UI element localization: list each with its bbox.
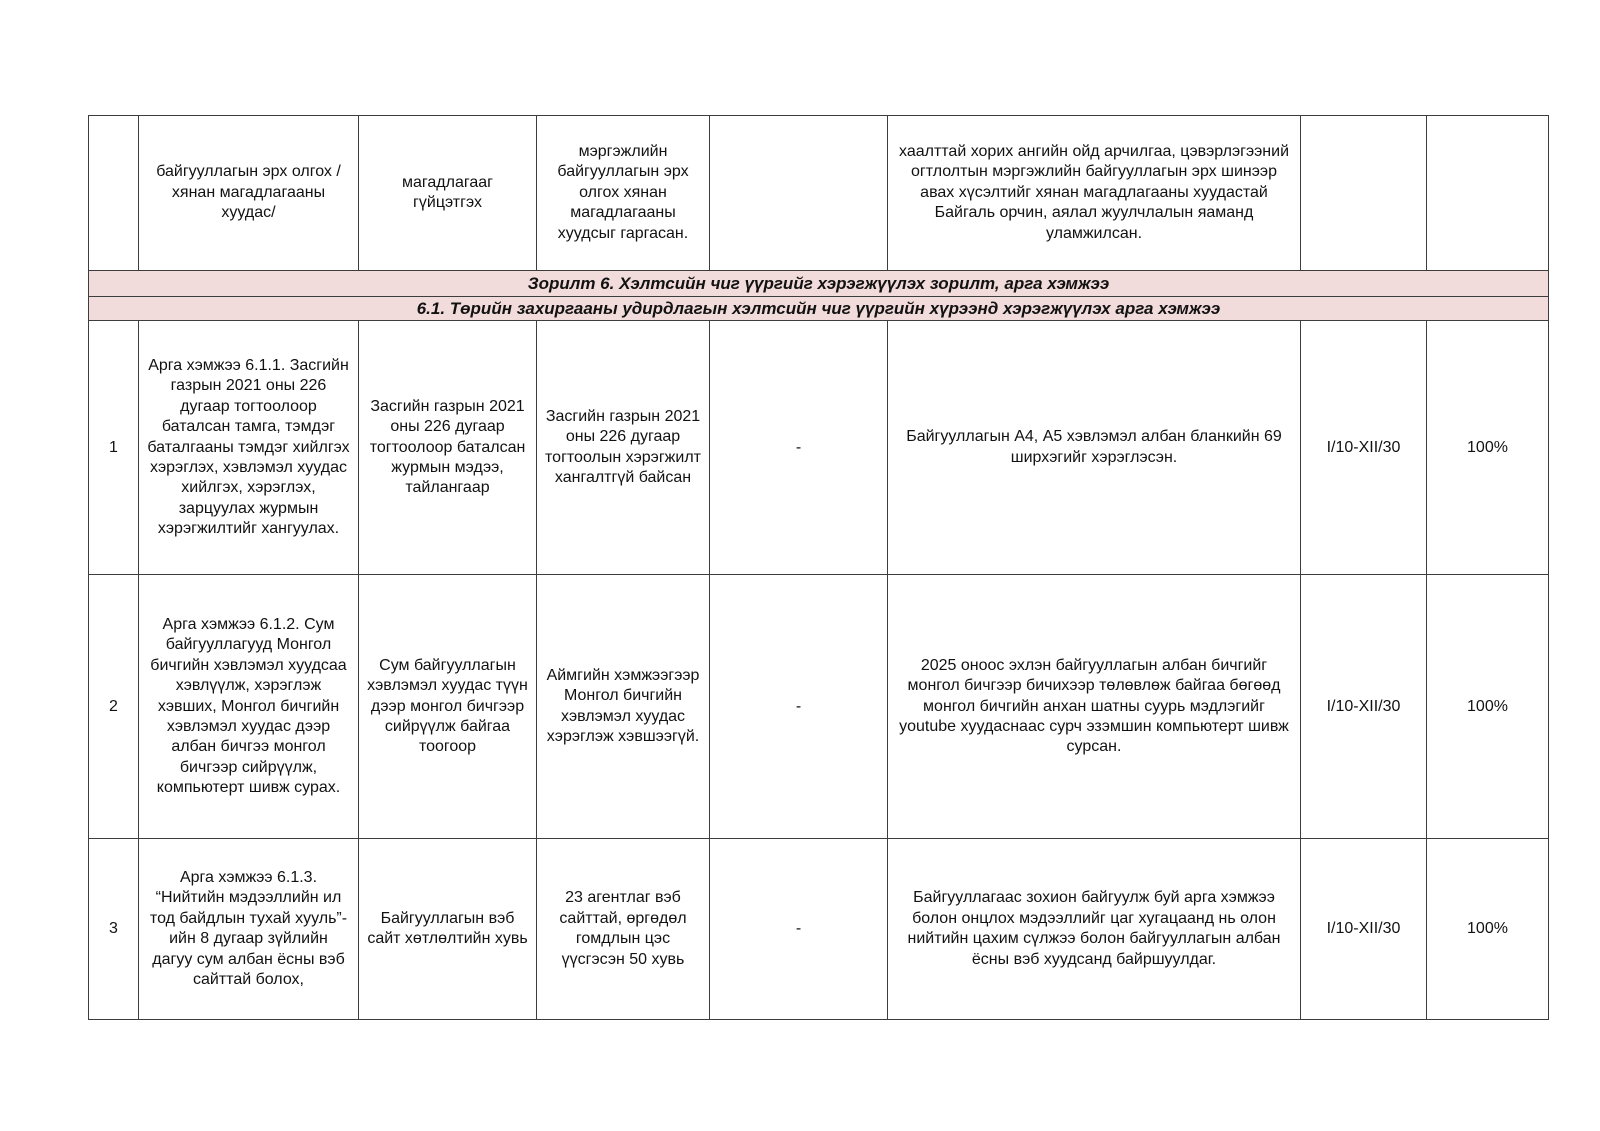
table-row-carryover <box>89 116 1549 271</box>
cell-number <box>89 116 139 271</box>
cell-period <box>1301 116 1427 271</box>
cell-measure: Арга хэмжээ 6.1.2. Сум байгууллагууд Монгол бичгийн хэвлэмэл хуудсаа хэвлүүлж, хэрэглэж хэвших, Монгол бичгийн хэвлэмэл хуудас дээр албан бичгээ монгол бичгээр сийрүүлж, компьютерт шивж сурах. <box>139 575 359 839</box>
cell-result: 2025 оноос эхлэн байгууллагын албан бичгийг монгол бичгээр бичихээр төлөвлөж байгаа бөгөөд монгол бичгийн анхан шатны суурь мэдлэгийг youtube хуудаснаас сурч эзэмшин компьютерт шивж сурсан. <box>888 575 1301 839</box>
table-row <box>89 575 1549 839</box>
cell-number: 1 <box>89 321 139 575</box>
subsection-header: 6.1. Төрийн захиргааны удирдлагын хэлтсийн чиг үүргийн хүрээнд хэрэгжүүлэх арга хэмжээ <box>89 297 1549 321</box>
cell-percent <box>1427 116 1549 271</box>
cell-indicator: Байгууллагын вэб сайт хөтлөлтийн хувь <box>359 839 537 1020</box>
cell-result: Байгууллагаас зохион байгуулж буй арга хэмжээ болон онцлох мэдээллийг цаг хугацаанд нь олон нийтийн цахим сүлжээ болон байгууллагын албан ёсны вэб хуудсанд байршуулдаг. <box>888 839 1301 1020</box>
report-table <box>88 115 1549 1020</box>
cell-indicator: магадлагааг гүйцэтгэх <box>359 116 537 271</box>
cell-measure: Арга хэмжээ 6.1.3. “Нийтийн мэдээллийн ил тод байдлын тухай хууль”-ийн 8 дугаар зүйлийн дагуу сум албан ёсны вэб сайттай болох, <box>139 839 359 1020</box>
cell-result: хаалттай хорих ангийн ойд арчилгаа, цэвэрлэгээний огтлолтын мэргэжлийн байгууллагын эрх шинээр авах хүсэлтийг хянан магадлагааны хуудастай Байгаль орчин, аялал жуулчлалын яаманд уламжилсан. <box>888 116 1301 271</box>
cell-target: - <box>710 321 888 575</box>
cell-period: I/10-XII/30 <box>1301 839 1427 1020</box>
cell-target <box>710 116 888 271</box>
cell-baseline: Аймгийн хэмжээгээр Монгол бичгийн хэвлэмэл хуудас хэрэглэж хэвшээгүй. <box>537 575 710 839</box>
cell-period: I/10-XII/30 <box>1301 321 1427 575</box>
cell-measure: байгууллагын эрх олгох /хянан магадлагааны хуудас/ <box>139 116 359 271</box>
cell-baseline: Засгийн газрын 2021 оны 226 дугаар тогтоолын хэрэгжилт хангалтгүй байсан <box>537 321 710 575</box>
cell-baseline: мэргэжлийн байгууллагын эрх олгох хянан магадлагааны хуудсыг гаргасан. <box>537 116 710 271</box>
cell-result: Байгууллагын А4, А5 хэвлэмэл албан бланкийн 69 ширхэгийг хэрэглэсэн. <box>888 321 1301 575</box>
subsection-header-row <box>89 297 1549 321</box>
cell-baseline: 23 агентлаг вэб сайттай, өргөдөл гомдлын цэс үүсгэсэн 50 хувь <box>537 839 710 1020</box>
cell-period: I/10-XII/30 <box>1301 575 1427 839</box>
cell-number: 3 <box>89 839 139 1020</box>
table-row <box>89 839 1549 1020</box>
cell-percent: 100% <box>1427 321 1549 575</box>
cell-indicator: Сум байгууллагын хэвлэмэл хуудас түүн дээр монгол бичгээр сийрүүлж байгаа тоогоор <box>359 575 537 839</box>
cell-target: - <box>710 839 888 1020</box>
table-row <box>89 321 1549 575</box>
cell-indicator: Засгийн газрын 2021 оны 226 дугаар тогтоолоор баталсан журмын мэдээ, тайлангаар <box>359 321 537 575</box>
cell-measure: Арга хэмжээ 6.1.1. Засгийн газрын 2021 оны 226 дугаар тогтоолоор баталсан тамга, тэмдэг баталгааны тэмдэг хийлгэх хэрэглэх, хэвлэмэл хуудас хийлгэх, хэрэглэх, зарцуулах журмын хэрэгжилтийг хангуулах. <box>139 321 359 575</box>
cell-percent: 100% <box>1427 575 1549 839</box>
cell-percent: 100% <box>1427 839 1549 1020</box>
section-header: Зорилт 6. Хэлтсийн чиг үүргийг хэрэгжүүлэх зорилт, арга хэмжээ <box>89 271 1549 297</box>
section-header-row <box>89 271 1549 297</box>
cell-target: - <box>710 575 888 839</box>
cell-number: 2 <box>89 575 139 839</box>
